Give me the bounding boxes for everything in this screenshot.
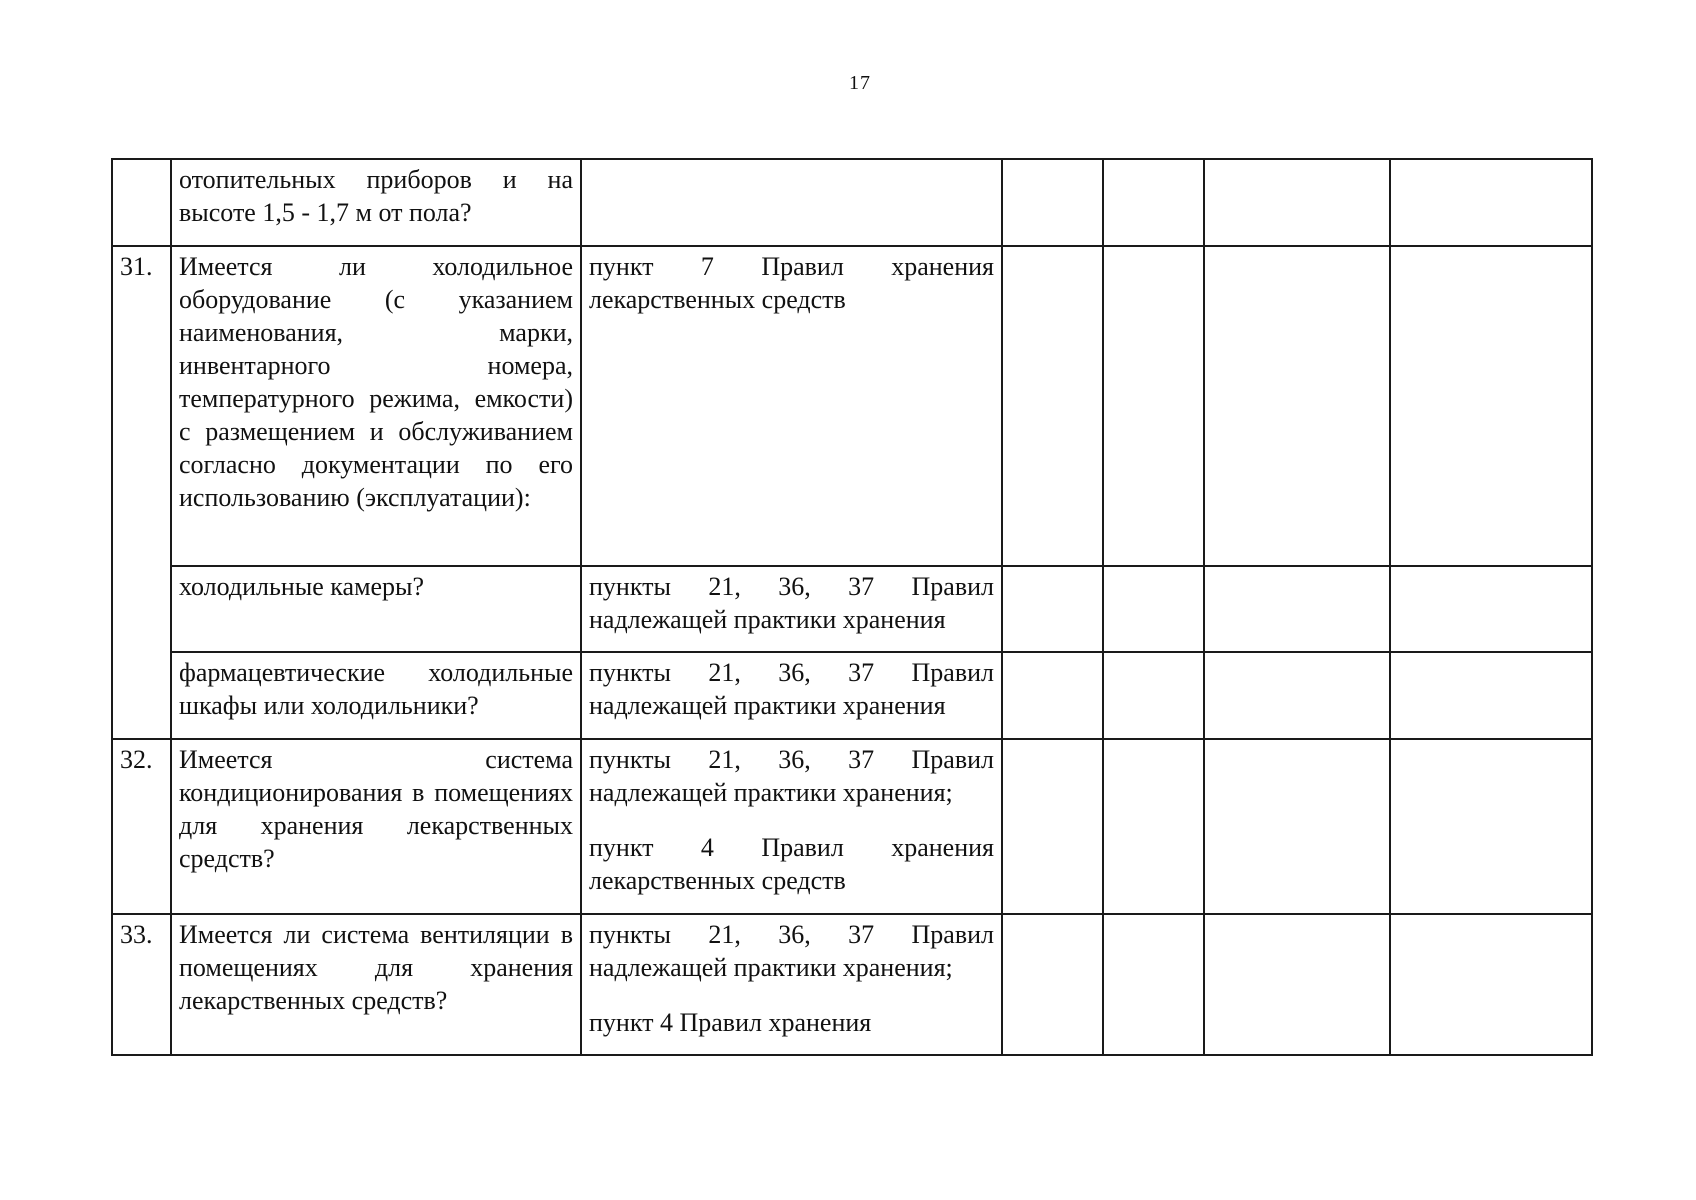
table-row <box>112 739 1592 914</box>
empty-cell <box>1103 159 1204 246</box>
reference-cell <box>581 739 1002 914</box>
empty-cell <box>1002 652 1103 739</box>
empty-cell <box>1204 739 1390 914</box>
empty-cell <box>1204 652 1390 739</box>
reference-cell <box>581 246 1002 566</box>
row-number: 33. <box>112 914 171 1055</box>
question-text: Имеется ли система вентиляции в помещениях для хранения лекарственных средств? <box>171 914 581 1055</box>
empty-cell <box>1002 566 1103 652</box>
empty-cell <box>1390 566 1592 652</box>
empty-cell <box>1103 566 1204 652</box>
reference-cell <box>581 159 1002 246</box>
row-number: 32. <box>112 739 171 914</box>
table-row <box>112 246 1592 566</box>
row-number: 31. <box>112 246 171 739</box>
empty-cell <box>1002 159 1103 246</box>
empty-cell <box>1390 739 1592 914</box>
reference-text: пункт 4 Правил хранения <box>589 1008 872 1037</box>
reference-text: пункты 21, 36, 37 Правил надлежащей практики хранения; <box>589 745 994 807</box>
empty-cell <box>1002 914 1103 1055</box>
question-text: фармацевтические холодильные шкафы или холодильники? <box>171 652 581 739</box>
reference-cell <box>581 914 1002 1055</box>
question-text: отопительных приборов и на высоте 1,5 - 1,7 м от пола? <box>171 159 581 246</box>
reference-text: пункты 21, 36, 37 Правил надлежащей практики хранения; <box>589 920 994 982</box>
empty-cell <box>1390 159 1592 246</box>
reference-text: пункты 21, 36, 37 Правил надлежащей практики хранения <box>589 572 994 634</box>
question-text: холодильные камеры? <box>171 566 581 652</box>
empty-cell <box>1390 914 1592 1055</box>
table-row <box>112 914 1592 1055</box>
reference-text: пункты 21, 36, 37 Правил надлежащей практики хранения <box>589 658 994 720</box>
row-number <box>112 159 171 246</box>
reference-text: пункт 4 Правил хранения лекарственных средств <box>589 833 994 895</box>
empty-cell <box>1204 914 1390 1055</box>
reference-cell <box>581 566 1002 652</box>
empty-cell <box>1204 246 1390 566</box>
empty-cell <box>1002 246 1103 566</box>
empty-cell <box>1390 652 1592 739</box>
empty-cell <box>1103 246 1204 566</box>
empty-cell <box>1204 566 1390 652</box>
reference-text: пункт 7 Правил хранения лекарственных средств <box>589 252 994 314</box>
empty-cell <box>1390 246 1592 566</box>
page-number: 17 <box>849 72 871 94</box>
checklist-table <box>111 158 1593 1056</box>
empty-cell <box>1002 739 1103 914</box>
table-row <box>112 652 1592 739</box>
table-row <box>112 159 1592 246</box>
table-row <box>112 566 1592 652</box>
empty-cell <box>1103 739 1204 914</box>
empty-cell <box>1103 914 1204 1055</box>
empty-cell <box>1103 652 1204 739</box>
question-text: Имеется система кондиционирования в помещениях для хранения лекарственных средств? <box>171 739 581 914</box>
empty-cell <box>1204 159 1390 246</box>
reference-cell <box>581 652 1002 739</box>
question-text: Имеется ли холодильное оборудование (с указанием наименования, марки, инвентарного номера, температурного режима, емкости) с размещением и обслуживанием согласно документации по его использованию (эксплуатации): <box>171 246 581 566</box>
